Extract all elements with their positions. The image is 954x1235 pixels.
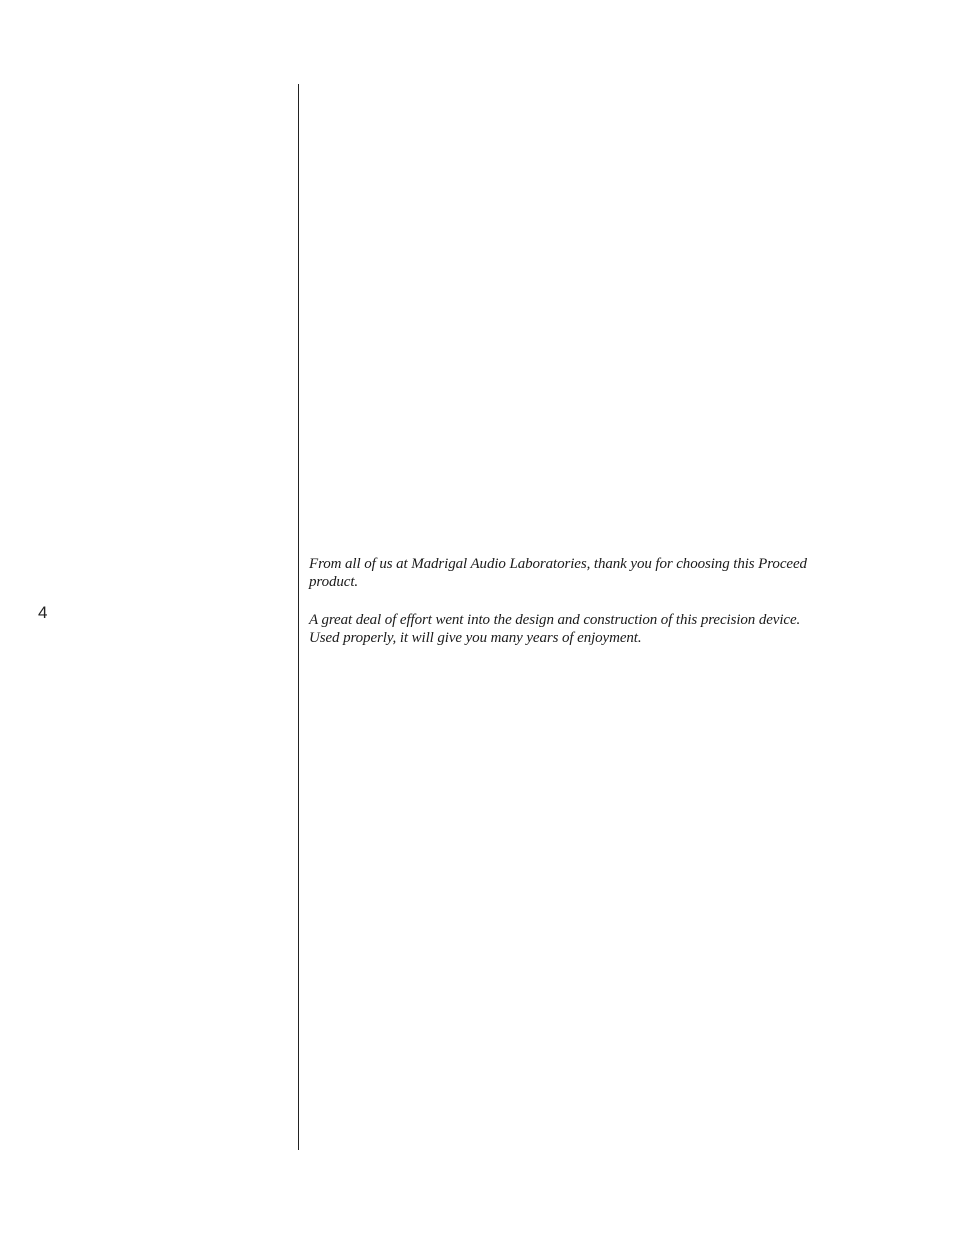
thank-you-paragraph: From all of us at Madrigal Audio Laboratories, thank you for choosing this Proceed product. [309, 556, 807, 590]
design-effort-paragraph: A great deal of effort went into the design and construction of this precision device. Used properly, it will give you many years of enjoyment. [309, 612, 801, 646]
welcome-text-block [309, 555, 809, 667]
vertical-divider-rule [298, 84, 299, 1150]
page-number: 4 [38, 603, 48, 622]
